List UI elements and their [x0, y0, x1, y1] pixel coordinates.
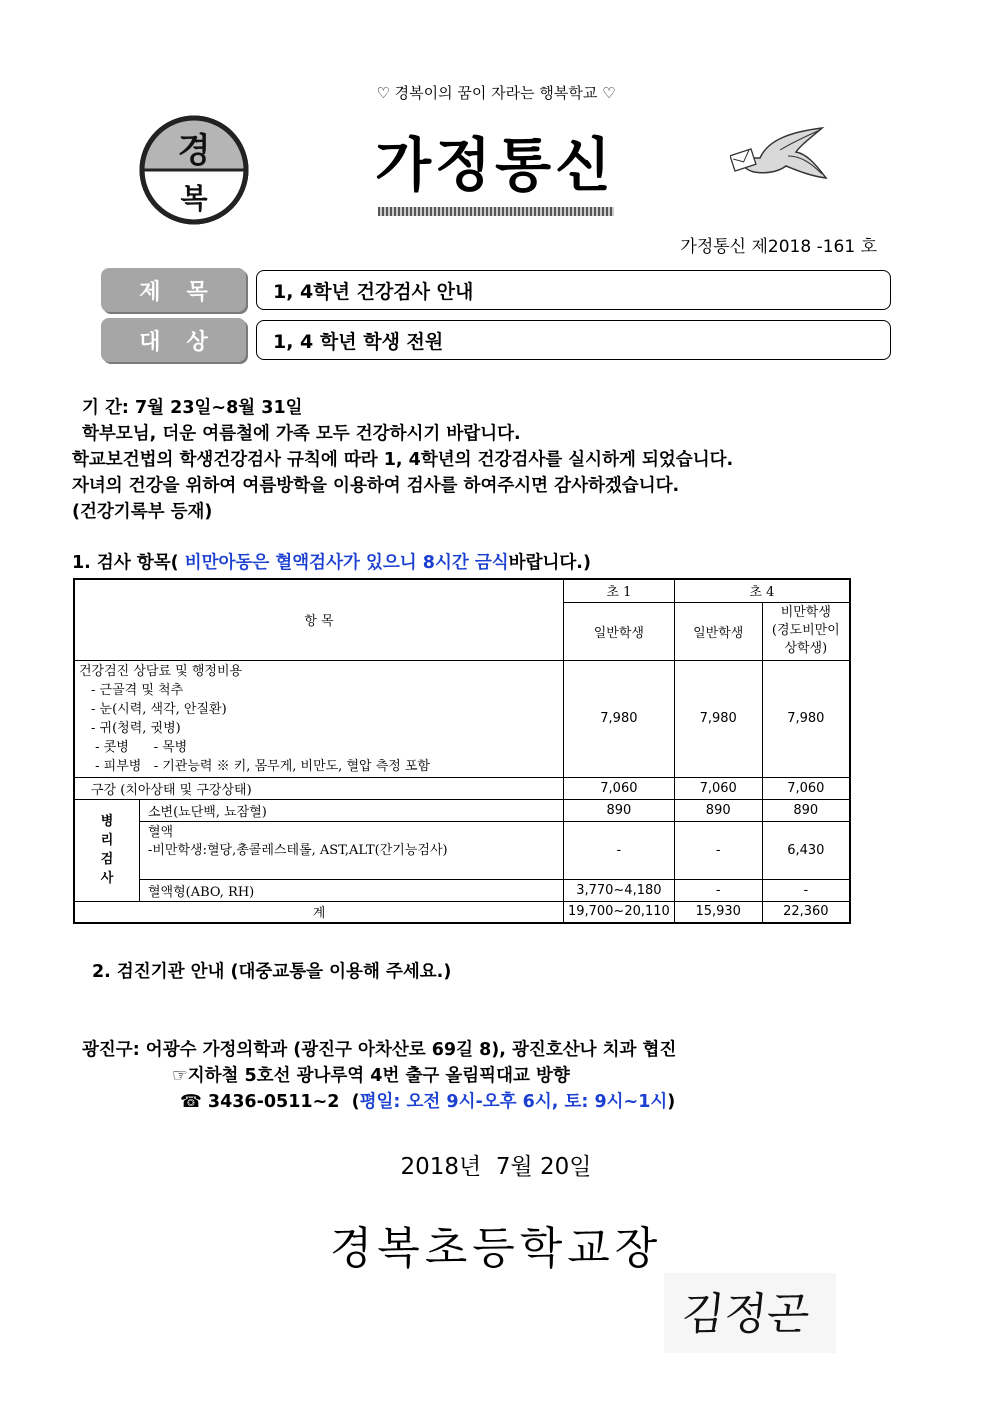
table-cell: 19,700~20,110: [563, 901, 674, 923]
table-cell: 7,060: [762, 777, 850, 799]
urine-item-cell: 소변(뇨단백, 뇨잠혈): [139, 799, 563, 821]
item-header: 항 목: [74, 579, 563, 660]
subject-value: 1, 4학년 건강검사 안내: [256, 270, 891, 310]
total-label: 계: [74, 901, 563, 923]
table-cell: 3,770~4,180: [563, 879, 674, 901]
table-cell: 15,930: [674, 901, 762, 923]
grade1-header: 초 1: [563, 579, 674, 602]
subject-label: 제목: [101, 268, 246, 312]
table-cell: 890: [563, 799, 674, 821]
target-label: 대상: [101, 318, 246, 362]
basic-item-line: - 콧병 - 목병: [91, 739, 188, 755]
school-logo: [138, 114, 250, 226]
grade4-header: 초 4: [674, 579, 850, 602]
exam-items-table: [73, 578, 851, 924]
oral-item-cell: 구강 (치아상태 및 구강상태): [74, 777, 563, 799]
svg-text:복: 복: [180, 182, 208, 215]
svg-text:경: 경: [177, 131, 211, 171]
subway-directions: ☞지하철 5호선 광나루역 4번 출구 올림픽대교 방향: [172, 1066, 570, 1086]
grade4-general-header: 일반학생: [674, 602, 762, 660]
office-hours: 평일: 오전 9시-오후 6시, 토: 9시~1시: [359, 1092, 668, 1112]
table-row: [74, 660, 850, 777]
table-cell: 22,360: [762, 901, 850, 923]
clinic-info: 광진구: 어광수 가정의학과 (광진구 아차산로 69길 8), 광진호산나 치과 협진: [82, 1040, 677, 1060]
body-line-2: 자녀의 건강을 위하여 여름방학을 이용하여 검사를 하여주시면 감사하겠습니다.: [72, 476, 680, 496]
basic-item-line: - 귀(청력, 귓병): [91, 720, 181, 736]
section2-heading: 2. 검진기관 안내 (대중교통을 이용해 주세요.): [92, 962, 452, 982]
hours-close-paren: ): [667, 1092, 676, 1112]
table-row: [74, 777, 850, 799]
greeting-text: 학부모님, 더운 여름철에 가족 모두 건강하시기 바랍니다.: [82, 424, 521, 444]
basic-items-cell: [74, 660, 563, 777]
table-cell: 7,060: [563, 777, 674, 799]
basic-item-line: - 근골격 및 척추: [91, 682, 184, 698]
contact-line: [180, 1088, 675, 1113]
table-cell: 7,980: [674, 660, 762, 777]
target-value: 1, 4 학년 학생 전원: [256, 320, 891, 360]
body-line-1: 학교보건법의 학생건강검사 규칙에 따라 1, 4학년의 건강검사를 실시하게 되었습니다.: [72, 450, 734, 470]
table-row: [74, 879, 850, 901]
section1-heading-fasting: 비만아동은 혈액검사가 있으니 8시간 금식: [184, 553, 509, 573]
table-total-row: [74, 901, 850, 923]
table-cell: 6,430: [762, 821, 850, 879]
principal-signature: [664, 1273, 836, 1353]
section1-heading: [72, 549, 591, 574]
grade4-obese-header: 비만학생 (경도비만이 상학생): [762, 602, 850, 660]
table-row: [74, 821, 850, 879]
table-cell: -: [563, 821, 674, 879]
basic-item-line: - 피부병 - 기관능력 ※ 키, 몸무게, 비만도, 혈압 측정 포함: [91, 758, 431, 774]
basic-item-line: - 눈(시력, 색각, 안질환): [91, 701, 227, 717]
title-underline: [378, 207, 614, 216]
blood-item-cell: [139, 821, 563, 879]
svg-text:김정곤: 김정곤: [679, 1289, 813, 1340]
pathology-label: 병 리 검 사: [74, 799, 139, 901]
principal-title: 경복초등학교장: [329, 1223, 663, 1274]
grade1-general-header: 일반학생: [563, 602, 674, 660]
blood-item-detail: -비만학생:혈당,총콜레스테롤, AST,ALT(간기능검사): [147, 842, 448, 858]
table-row: [74, 799, 850, 821]
table-cell: 890: [762, 799, 850, 821]
hours-open-paren: (: [339, 1092, 360, 1112]
phone-number: ☎ 3436-0511~2: [180, 1092, 340, 1112]
section1-heading-start: 1. 검사 항목(: [72, 553, 185, 573]
issue-number: 가정통신 제2018 -161 호: [680, 237, 877, 257]
table-cell: 7,060: [674, 777, 762, 799]
blood-item-title: 혈액: [147, 824, 174, 840]
table-cell: 890: [674, 799, 762, 821]
table-cell: 7,980: [762, 660, 850, 777]
school-slogan: ♡ 경복이의 꿈이 자라는 행복학교 ♡: [376, 84, 616, 102]
issue-date: 2018년 7월 20일: [400, 1154, 592, 1180]
period-text: 기 간: 7월 23일~8월 31일: [82, 398, 303, 418]
dove-mail-icon: [730, 122, 830, 194]
table-cell: -: [674, 879, 762, 901]
blood-type-item-cell: 혈액형(ABO, RH): [139, 879, 563, 901]
basic-item-line: 건강검진 상담료 및 행정비용: [79, 663, 243, 679]
table-cell: -: [762, 879, 850, 901]
page-title: 가정통신: [374, 131, 616, 199]
table-cell: 7,980: [563, 660, 674, 777]
body-line-3: (건강기록부 등재): [72, 502, 213, 522]
section1-heading-end: 바랍니다.): [508, 553, 591, 573]
table-cell: -: [674, 821, 762, 879]
